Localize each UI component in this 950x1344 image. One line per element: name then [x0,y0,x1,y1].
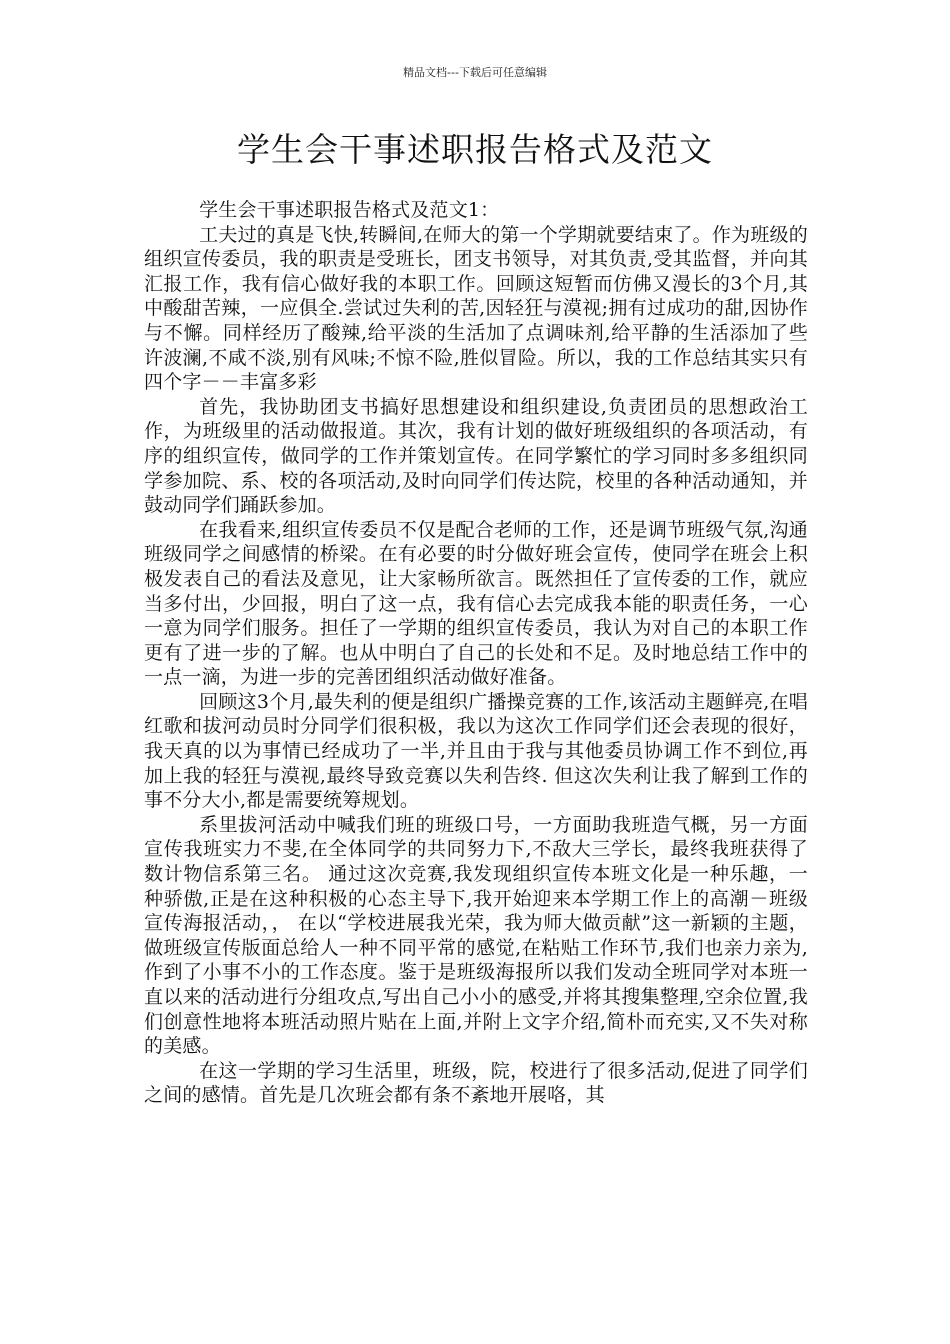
document-title: 学生会干事述职报告格式及范文 [237,130,713,169]
paragraph: 在这一学期的学习生活里，班级，院，校进行了很多活动,促进了同学们之间的感情。首先是几次班会都有条不紊地开展咯，其 [144,1059,808,1107]
paragraph: 工夫过的真是飞快,转瞬间,在师大的第一个学期就要结束了。作为班级的组织宣传委员，我的职责是受班长，团支书领导，对其负责,受其监督，并向其汇报工作，我有信心做好我的本职工作。回顾这短暂而仿佛又漫长的3个月,其中酸甜苦辣，一应俱全.尝试过失利的苦,因轻狂与漠视;拥有过成功的甜,因协作与不懈。同样经历了酸辣,给平淡的生活加了点调味剂,给平静的生活添加了些许波澜,不咸不淡,别有风味;不惊不险,胜似冒险。所以，我的工作总结其实只有四个字－－丰富多彩 [144,223,808,394]
paragraph: 系里拔河活动中喊我们班的班级口号，一方面助我班造气概，另一方面宣传我班实力不斐,在全体同学的共同努力下,不敌大三学长，最终我班获得了数计物信系第三名。 通过这次竞赛,我发现组织宣传本班文化是一种乐趣，一种骄傲,正是在这种积极的心态主导下,我开始迎来本学期工作上的高潮－班级宣传海报活动，， 在以“学校进展我光荣，我为师大做贡献”这一新颖的主题，做班级宣传版面总给人一种不同平常的感觉,在粘贴工作环节,我们也亲力亲为,作到了小事不小的工作态度。鉴于是班级海报所以我们发动全班同学对本班一直以来的活动进行分组攻点,写出自己小小的感受,并将其搜集整理,空余位置,我们创意性地将本班活动照片贴在上面,并附上文字介绍,简朴而充实,又不失对称的美感。 [144,813,808,1058]
document-body [144,198,808,1108]
paragraph: 回顾这3个月,最失利的便是组织广播操竞赛的工作,该活动主题鲜亮,在唱红歌和拔河动员时分同学们很积极，我以为这次工作同学们还会表现的很好，我天真的以为事情已经成功了一半,并且由于我与其他委员协调工作不到位,再加上我的轻狂与漠视,最终导致竞赛以失利告终. 但这次失利让我了解到工作的事不分大小,都是需要统筹规划。 [144,690,808,812]
paragraph: 在我看来,组织宣传委员不仅是配合老师的工作，还是调节班级气氛,沟通班级同学之间感情的桥梁。在有必要的时分做好班会宣传，使同学在班会上积极发表自己的看法及意见，让大家畅所欲言。既然担任了宣传委的工作，就应当多付出，少回报，明白了这一点，我有信心去完成我本能的职责任务，一心一意为同学们服务。担任了一学期的组织宣传委员，我认为对自己的本职工作更有了进一步的了解。也从中明白了自己的长处和不足。及时地总结工作中的一点一滴，为进一步的完善团组织活动做好准备。 [144,518,808,689]
paragraph: 首先，我协助团支书搞好思想建设和组织建设,负责团员的思想政治工作，为班级里的活动做报道。其次，我有计划的做好班级组织的各项活动，有序的组织宣传，做同学的工作并策划宣传。在同学繁忙的学习同时多多组织同学参加院、系、校的各项活动,及时向同学们传达院，校里的各种活动通知，并鼓动同学们踊跃参加。 [144,395,808,517]
page-header-note: 精品文档---下载后可任意编辑 [403,66,547,79]
paragraph-subtitle: 学生会干事述职报告格式及范文1： [199,199,500,221]
